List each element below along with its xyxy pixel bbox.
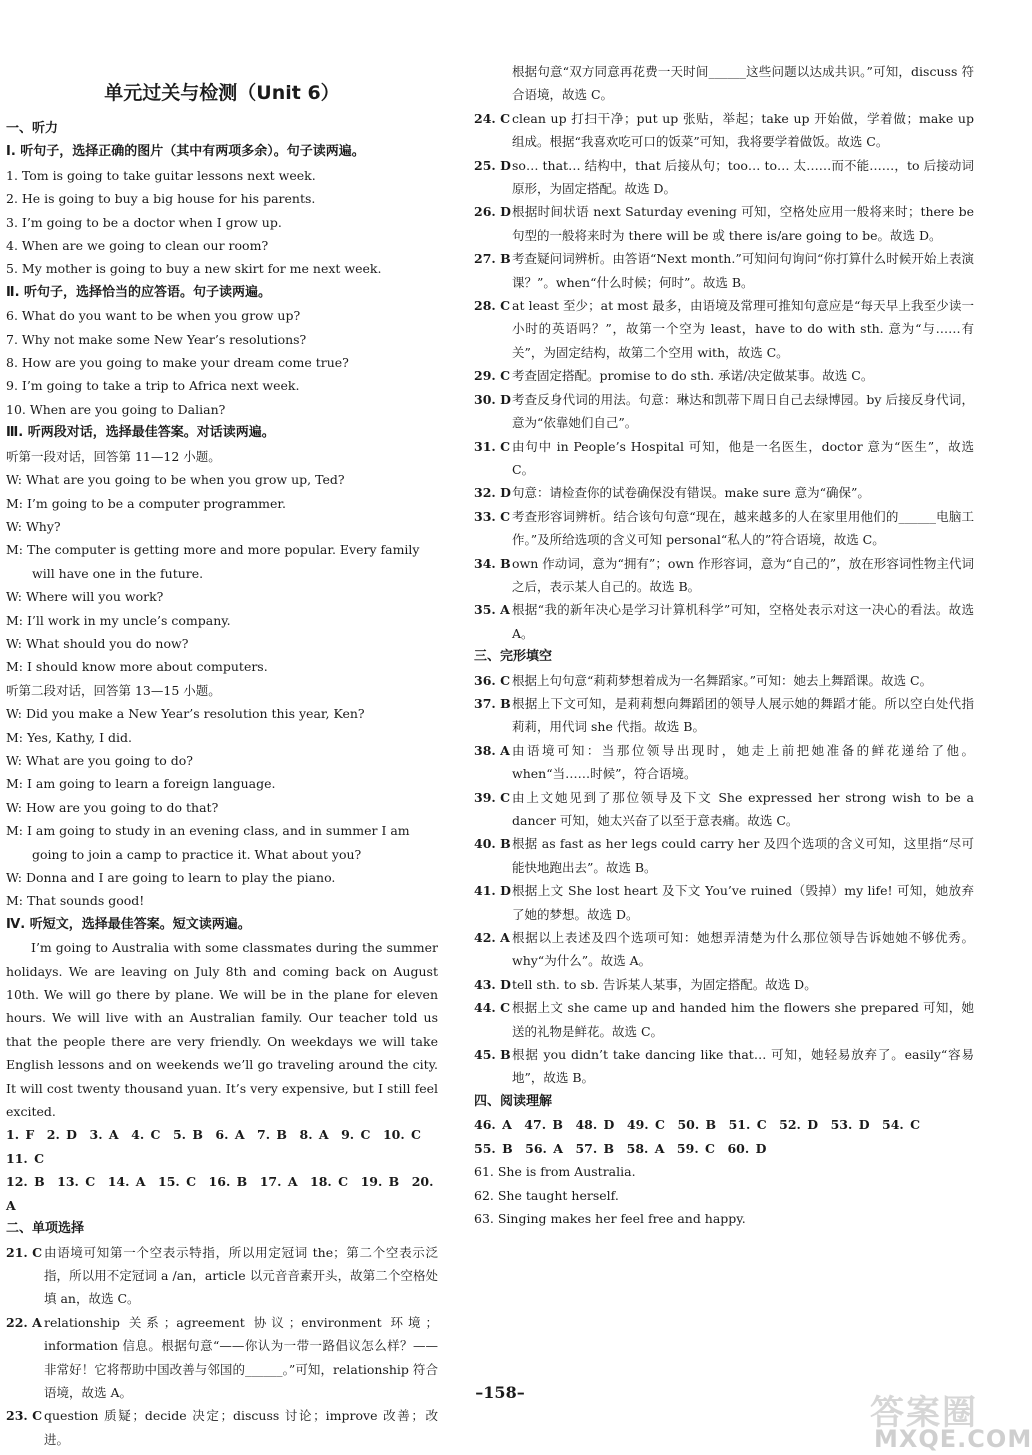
part3-heading: Ⅲ. 听两段对话，选择最佳答案。对话读两遍。 bbox=[6, 425, 275, 441]
answer-item bbox=[6, 1404, 438, 1451]
answer-explanation: 考查反身代词的用法。句意：琳达和凯蒂下周日自己去绿博园。by 后接反身代词，意为“依靠她们自己”。 bbox=[512, 391, 974, 431]
answer-explanation: tell sth. to sb. 告诉某人某事，为固定搭配。故选 D。 bbox=[512, 976, 817, 992]
answer-explanation: question 质疑；decide 决定；discuss 讨论；improve 改善；改进。 bbox=[44, 1408, 438, 1447]
answer-number: 45. B bbox=[474, 1047, 511, 1063]
answer-number: 43. D bbox=[474, 976, 511, 992]
answer-explanation: 由句中 in People’s Hospital 可知，他是一名医生，doctor 意为“医生”，故选 C。 bbox=[512, 438, 974, 477]
answer-number: 33. C bbox=[474, 508, 511, 524]
answer-explanation: 考查疑问词辨析。由答语“Next month.”可知问句询问“你打算什么时候开始上表演课？”。when“什么时候；何时”。故选 B。 bbox=[512, 251, 974, 290]
answer-number: 22. A bbox=[6, 1314, 42, 1330]
answer-keys-row: 55. B 56. A 57. B 58. A 59. C 60. D bbox=[474, 1140, 767, 1156]
section-single-choice: 二、单项选择 bbox=[6, 1221, 85, 1237]
answer-item bbox=[474, 996, 974, 1043]
answer-explanation: 考查形容词辨析。结合该句句意“现在，越来越多的人在家里用他们的______电脑工作。”及所给选项的含义可知 personal“私人的”符合语境，故选 C。 bbox=[512, 508, 974, 548]
answer-item bbox=[474, 973, 974, 996]
answer-number: 36. C bbox=[474, 672, 511, 688]
answer-explanation: 考查固定搭配。promise to do sth. 承诺/决定做某事。故选 C。 bbox=[512, 368, 874, 384]
answer-item bbox=[474, 294, 974, 364]
answer-explanation: 句意：请检查你的试卷确保没有错误。make sure 意为“确保”。 bbox=[512, 485, 870, 501]
short-answer: 63. Singing makes her feel free and happy. bbox=[474, 1210, 746, 1226]
listening-sentence: 5. My mother is going to buy a new skirt for me next week. bbox=[6, 261, 382, 277]
answer-number: 34. B bbox=[474, 555, 511, 571]
answer-number: 39. C bbox=[474, 789, 511, 805]
listening-sentence: 3. I’m going to be a doctor when I grow up. bbox=[6, 214, 282, 230]
listening-passage: I’m going to Australia with some classmates during the summer holidays. We are leaving on July 8th and coming back on August 10th. We will go there by plane. We will be in the plane for eleven hours. We will live with an Australian family. Our teacher told us that the people there are very friendly. On weekdays we will take English lessons and on weekends we’ll go traveling around the city. It will cost twenty thousand yuan. It’s very expensive, but I still feel excited. bbox=[6, 940, 438, 1120]
dialogue-line: M: The computer is getting more and more popular. Every family will have one in the future. bbox=[6, 542, 420, 581]
dialogue-line: W: Donna and I are going to learn to play the piano. bbox=[6, 870, 336, 885]
dialogue-line: W: What should you do now? bbox=[6, 635, 189, 651]
listening-sentence: 7. Why not make some New Year’s resolutions? bbox=[6, 331, 307, 347]
answer-number: 26. D bbox=[474, 204, 511, 220]
part2-heading: Ⅱ. 听句子，选择恰当的应答语。句子读两遍。 bbox=[6, 284, 272, 300]
listening-sentence: 2. He is going to buy a big house for his parents. bbox=[6, 191, 316, 207]
answer-item bbox=[474, 926, 974, 973]
answer-explanation: 根据“我的新年决心是学习计算机科学”可知，空格处表示对这一决心的看法。故选 A。 bbox=[512, 602, 974, 641]
left-column bbox=[6, 60, 438, 1451]
watermark-logo bbox=[860, 1385, 1032, 1455]
listening-sentence: 1. Tom is going to take guitar lessons next week. bbox=[6, 167, 316, 183]
answer-item bbox=[474, 505, 974, 552]
answer-explanation: at least 至少；at most 最多，由语境及常理可推知句意应是“每天早上我至少读一小时的英语吗？”，故第一个空为 least，have to do with sth. 意为“与……有关”，为固定结构，故第二个空用 with，故选 C。 bbox=[512, 298, 974, 360]
answer-item bbox=[6, 1241, 438, 1311]
answer-item bbox=[474, 481, 974, 504]
answer-item bbox=[474, 739, 974, 786]
answer-explanation: 根据上文 she came up and handed him the flowers she prepared 可知，她送的礼物是鲜花。故选 C。 bbox=[512, 1000, 974, 1039]
answer-number: 31. C bbox=[474, 438, 511, 454]
answer-number: 21. C bbox=[6, 1244, 43, 1260]
answer-item bbox=[474, 388, 974, 435]
answer-number: 30. D bbox=[474, 391, 511, 407]
answer-number: 28. C bbox=[474, 298, 511, 314]
listening-sentence: 6. What do you want to be when you grow up? bbox=[6, 308, 301, 324]
dialogue-line: M: I am going to study in an evening class, and in summer I am going to join a camp to practice it. What about you? bbox=[6, 823, 410, 862]
answer-keys-row: 12. B 13. C 14. A 15. C 16. B 17. A 18. C 19. B 20. A bbox=[6, 1174, 434, 1213]
dialogue-line: W: What are you going to do? bbox=[6, 752, 194, 768]
answer-item bbox=[474, 247, 974, 294]
dialogue-line: W: Where will you work? bbox=[6, 589, 164, 605]
dialogue-line: W: How are you going to do that? bbox=[6, 799, 219, 815]
answer-explanation: 根据以上表述及四个选项可知：她想弄清楚为什么那位领导告诉她她不够优秀。why“为什么”。故选 A。 bbox=[512, 930, 974, 969]
answer-explanation: 由语境可知第一个空表示特指，所以用定冠词 the；第二个空表示泛指，所以用不定冠词 a /an，article 以元音音素开头，故第二个空格处填 an，故选 C。 bbox=[44, 1244, 438, 1307]
answer-keys-row: 1. F 2. D 3. A 4. C 5. B 6. A 7. B 8. A 9. C 10. C 11. C bbox=[6, 1127, 434, 1166]
answer-explanation: own 作动词，意为“拥有”；own 作形容词，意为“自己的”，放在形容词性物主代词之后，表示某人自己的。故选 B。 bbox=[512, 555, 974, 594]
dialogue-line: M: That sounds good! bbox=[6, 893, 145, 909]
page-number: –158– bbox=[475, 1383, 525, 1402]
answer-explanation-continued: 根据句意“双方同意再花费一天时间______这些问题以达成共识。”可知，discuss 符合语境，故选 C。 bbox=[512, 64, 974, 103]
answer-number: 23. C bbox=[6, 1408, 43, 1424]
answer-explanation: 根据上句句意“莉莉梦想着成为一名舞蹈家。”可知：她去上舞蹈课。故选 C。 bbox=[512, 672, 933, 688]
answer-item bbox=[474, 598, 974, 645]
dialogue-intro: 听第一段对话，回答第 11—12 小题。 bbox=[6, 448, 221, 464]
answer-number: 27. B bbox=[474, 251, 511, 267]
dialogue-line: M: I am going to learn a foreign language. bbox=[6, 776, 276, 792]
answer-number: 29. C bbox=[474, 368, 511, 384]
answer-item bbox=[474, 669, 974, 692]
section-cloze: 三、完形填空 bbox=[474, 649, 553, 665]
answer-number: 37. B bbox=[474, 695, 511, 711]
part4-heading: Ⅳ. 听短文，选择最佳答案。短文读两遍。 bbox=[6, 916, 251, 932]
right-column bbox=[474, 60, 974, 1230]
part1-heading: Ⅰ. 听句子，选择正确的图片（其中有两项多余）。句子读两遍。 bbox=[6, 144, 365, 160]
listening-sentence: 10. When are you going to Dalian? bbox=[6, 401, 226, 417]
answer-keys-row: 46. A 47. B 48. D 49. C 50. B 51. C 52. D 53. D 54. C bbox=[474, 1117, 921, 1133]
listening-sentence: 4. When are we going to clean our room? bbox=[6, 238, 269, 254]
answer-item bbox=[474, 832, 974, 879]
section-reading: 四、阅读理解 bbox=[474, 1093, 553, 1109]
answer-explanation: clean up 打扫干净；put up 张贴，举起；take up 开始做，学着做；make up 组成。根据“我喜欢吃可口的饭菜”可知，我将要学着做饭。故选 C。 bbox=[512, 110, 974, 150]
answer-item bbox=[474, 692, 974, 739]
answer-number: 35. A bbox=[474, 602, 510, 618]
page-title: 单元过关与检测（Unit 6） bbox=[104, 82, 340, 104]
answer-item bbox=[474, 552, 974, 599]
dialogue-line: W: Why? bbox=[6, 518, 61, 534]
answer-number: 42. A bbox=[474, 930, 510, 946]
short-answer: 61. She is from Australia. bbox=[474, 1164, 636, 1180]
answer-explanation: 根据时间状语 next Saturday evening 可知，空格处应用一般将来时；there be 句型的一般将来时为 there will be 或 there is/are going to be。故选 D。 bbox=[512, 204, 974, 243]
dialogue-line: W: Did you make a New Year’s resolution this year, Ken? bbox=[6, 706, 365, 722]
answer-number: 25. D bbox=[474, 157, 511, 173]
dialogue-line: M: I’ll work in my uncle’s company. bbox=[6, 612, 231, 628]
dialogue-line: M: Yes, Kathy, I did. bbox=[6, 729, 133, 745]
answer-item bbox=[474, 435, 974, 482]
answer-explanation: relationship 关系；agreement 协议；environment 环境；information 信息。根据句意“——你认为一带一路倡议怎么样？——非常好！它将帮助中国改善与邻国的______。”可知，relationship 符合语境，故选 A。 bbox=[44, 1314, 438, 1400]
answer-explanation: 由上文她见到了那位领导及下文 She expressed her strong wish to be a dancer 可知，她太兴奋了以至于意表痛。故选 C。 bbox=[512, 789, 974, 828]
short-answer: 62. She taught herself. bbox=[474, 1187, 619, 1203]
answer-explanation: 根据上下文可知，是莉莉想向舞蹈团的领导人展示她的舞蹈才能。所以空白处代指莉莉，用代词 she 代指。故选 B。 bbox=[512, 695, 974, 735]
dialogue-line: M: I’m going to be a computer programmer. bbox=[6, 495, 287, 511]
answer-item bbox=[474, 154, 974, 201]
answer-explanation: 根据 as fast as her legs could carry her 及四个选项的含义可知，这里指“尽可能快地跑出去”。故选 B。 bbox=[512, 836, 974, 875]
answer-explanation: 由语境可知：当那位领导出现时，她走上前把她准备的鲜花递给了他。when“当……时候”，符合语境。 bbox=[512, 742, 974, 782]
answer-explanation: 根据 you didn’t take dancing like that… 可知，她轻易放弃了。easily“容易地”，故选 B。 bbox=[512, 1047, 974, 1086]
answer-number: 32. D bbox=[474, 485, 511, 501]
answer-item bbox=[474, 200, 974, 247]
answer-item bbox=[474, 364, 974, 387]
listening-sentence: 9. I’m going to take a trip to Africa next week. bbox=[6, 378, 300, 394]
dialogue-intro: 听第二段对话，回答第 13—15 小题。 bbox=[6, 682, 221, 698]
answer-number: 41. D bbox=[474, 883, 511, 899]
answer-item bbox=[474, 879, 974, 926]
answer-number: 38. A bbox=[474, 742, 510, 758]
answer-item bbox=[474, 786, 974, 833]
dialogue-line: M: I should know more about computers. bbox=[6, 659, 268, 675]
answer-item bbox=[474, 107, 974, 154]
answer-number: 40. B bbox=[474, 836, 511, 852]
answer-explanation: so… that… 结构中，that 后接从句；too… to… 太……而不能……，to 后接动词原形，为固定搭配。故选 D。 bbox=[512, 157, 974, 197]
answer-explanation: 根据上文 She lost heart 及下文 You’ve ruined（毁掉）my life! 可知，她放弃了她的梦想。故选 D。 bbox=[512, 883, 974, 922]
watermark-text: 答案圈 bbox=[870, 1393, 978, 1433]
answer-number: 24. C bbox=[474, 110, 511, 126]
listening-sentence: 8. How are you going to make your dream come true? bbox=[6, 355, 349, 371]
answer-number: 44. C bbox=[474, 1000, 511, 1016]
dialogue-line: W: What are you going to be when you grow up, Ted? bbox=[6, 472, 345, 488]
section-listening: 一、听力 bbox=[6, 121, 59, 136]
answer-item bbox=[474, 1043, 974, 1090]
watermark-url: MXQE.COM bbox=[874, 1425, 1032, 1453]
